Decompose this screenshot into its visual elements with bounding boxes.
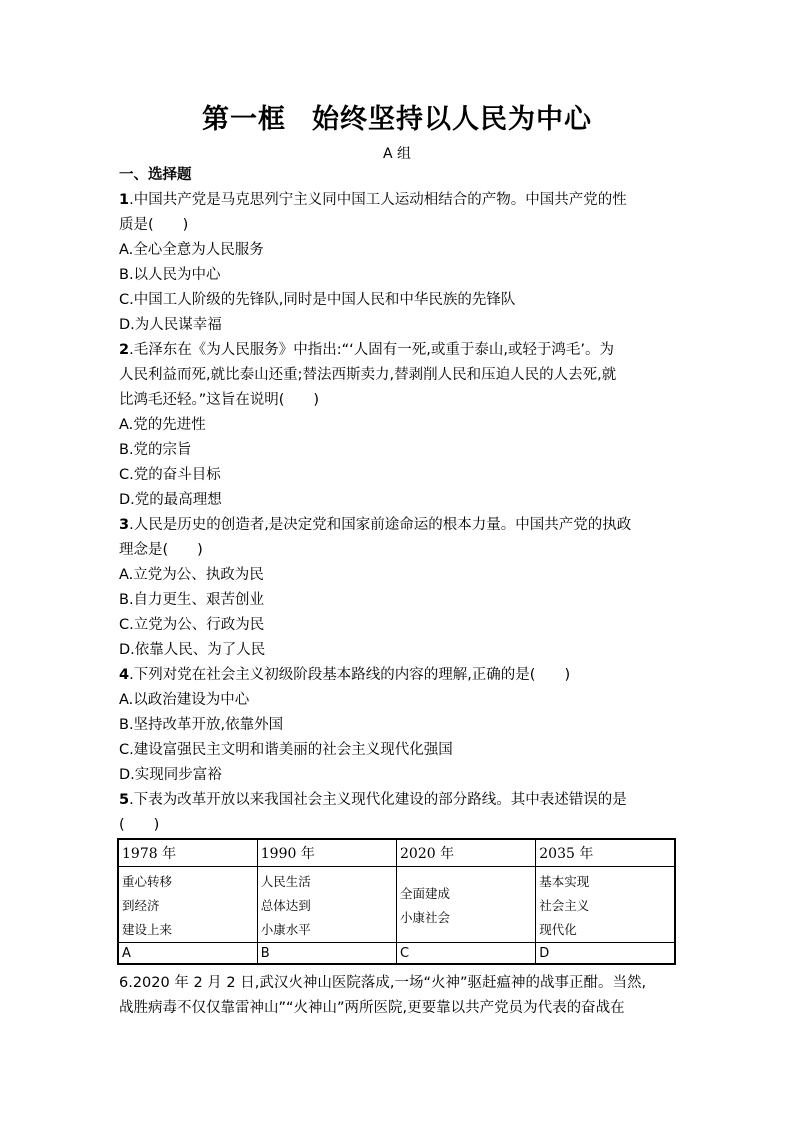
question-1-stem: 1.中国共产党是马克思列宁主义同中国工人运动相结合的产物。中国共产党的性	[119, 192, 627, 208]
year-cell: 2020 年	[397, 839, 536, 867]
question-1-option-a: A.全心全意为人民服务	[119, 242, 264, 258]
question-4-stem: 4.下列对党在社会主义初级阶段基本路线的内容的理解,正确的是( )	[119, 667, 571, 683]
question-3-option-c: C.立党为公、行政为民	[119, 617, 265, 633]
question-3-stem-cont: 理念是( )	[119, 542, 203, 558]
table-cell: 全面建成 小康社会	[397, 867, 536, 943]
question-5-stem-cont: ( )	[119, 817, 160, 833]
option-label-cell: D	[536, 943, 675, 965]
question-2-option-a: A.党的先进性	[119, 417, 206, 433]
question-2-option-b: B.党的宗旨	[119, 442, 192, 458]
table-cell: 重心转移 到经济 建设上来	[118, 867, 257, 943]
question-6-stem-cont: 战胜病毒不仅仅靠雷神山”“火神山”两所医院,更要靠以共产党员为代表的奋战在	[119, 1000, 625, 1016]
question-2-stem-cont: 人民利益而死,就比泰山还重;替法西斯卖力,替剥削人民和压迫人民的人去死,就	[119, 367, 617, 383]
year-cell: 1990 年	[257, 839, 396, 867]
option-label-cell: B	[257, 943, 396, 965]
question-3-option-b: B.自力更生、艰苦创业	[119, 592, 265, 608]
title-part-2: 始终坚持以人民为中心	[312, 104, 592, 135]
question-4-option-c: C.建设富强民主文明和谐美丽的社会主义现代化强国	[119, 742, 453, 758]
group-subtitle: A 组	[382, 146, 412, 162]
table-row	[118, 867, 675, 943]
title-part-1: 第一框	[202, 104, 286, 135]
section-heading: 一、选择题	[119, 167, 192, 183]
question-6-stem: 6.2020 年 2 月 2 日,武汉火神山医院落成,一场“火神”驱赶瘟神的战事正酣。当然,	[119, 975, 647, 991]
option-label-cell: C	[397, 943, 536, 965]
question-4-option-b: B.坚持改革开放,依靠外国	[119, 717, 284, 733]
table-label-row	[118, 943, 675, 965]
question-number: 2	[119, 342, 130, 358]
question-3-option-d: D.依靠人民、为了人民	[119, 642, 266, 658]
question-2-stem-cont: 比鸿毛还轻。”这旨在说明( )	[119, 392, 320, 408]
page-title	[0, 97, 794, 136]
year-cell: 2035 年	[536, 839, 675, 867]
question-number: 5	[119, 792, 130, 808]
question-4-option-d: D.实现同步富裕	[119, 767, 222, 783]
question-1-stem-cont: 质是( )	[119, 217, 189, 233]
question-number: 1	[119, 192, 130, 208]
option-label-cell: A	[118, 943, 257, 965]
table-header-row	[118, 839, 675, 867]
question-2-option-c: C.党的奋斗目标	[119, 467, 221, 483]
question-4-option-a: A.以政治建设为中心	[119, 692, 250, 708]
question-1-option-d: D.为人民谋幸福	[119, 317, 222, 333]
roadmap-table	[117, 838, 676, 965]
question-1-option-b: B.以人民为中心	[119, 267, 221, 283]
question-2-option-d: D.党的最高理想	[119, 492, 222, 508]
table-cell: 基本实现 社会主义 现代化	[536, 867, 675, 943]
question-5-stem: 5.下表为改革开放以来我国社会主义现代化建设的部分路线。其中表述错误的是	[119, 792, 627, 808]
year-cell: 1978 年	[118, 839, 257, 867]
question-2-stem: 2.毛泽东在《为人民服务》中指出:“‘人固有一死,或重于泰山,或轻于鸿毛’。为	[119, 342, 615, 358]
table-cell: 人民生活 总体达到 小康水平	[257, 867, 396, 943]
question-1-option-c: C.中国工人阶级的先锋队,同时是中国人民和中华民族的先锋队	[119, 292, 516, 308]
question-3-stem: 3.人民是历史的创造者,是决定党和国家前途命运的根本力量。中国共产党的执政	[119, 517, 632, 533]
question-number: 3	[119, 517, 130, 533]
question-number: 4	[119, 667, 130, 683]
question-3-option-a: A.立党为公、执政为民	[119, 567, 264, 583]
